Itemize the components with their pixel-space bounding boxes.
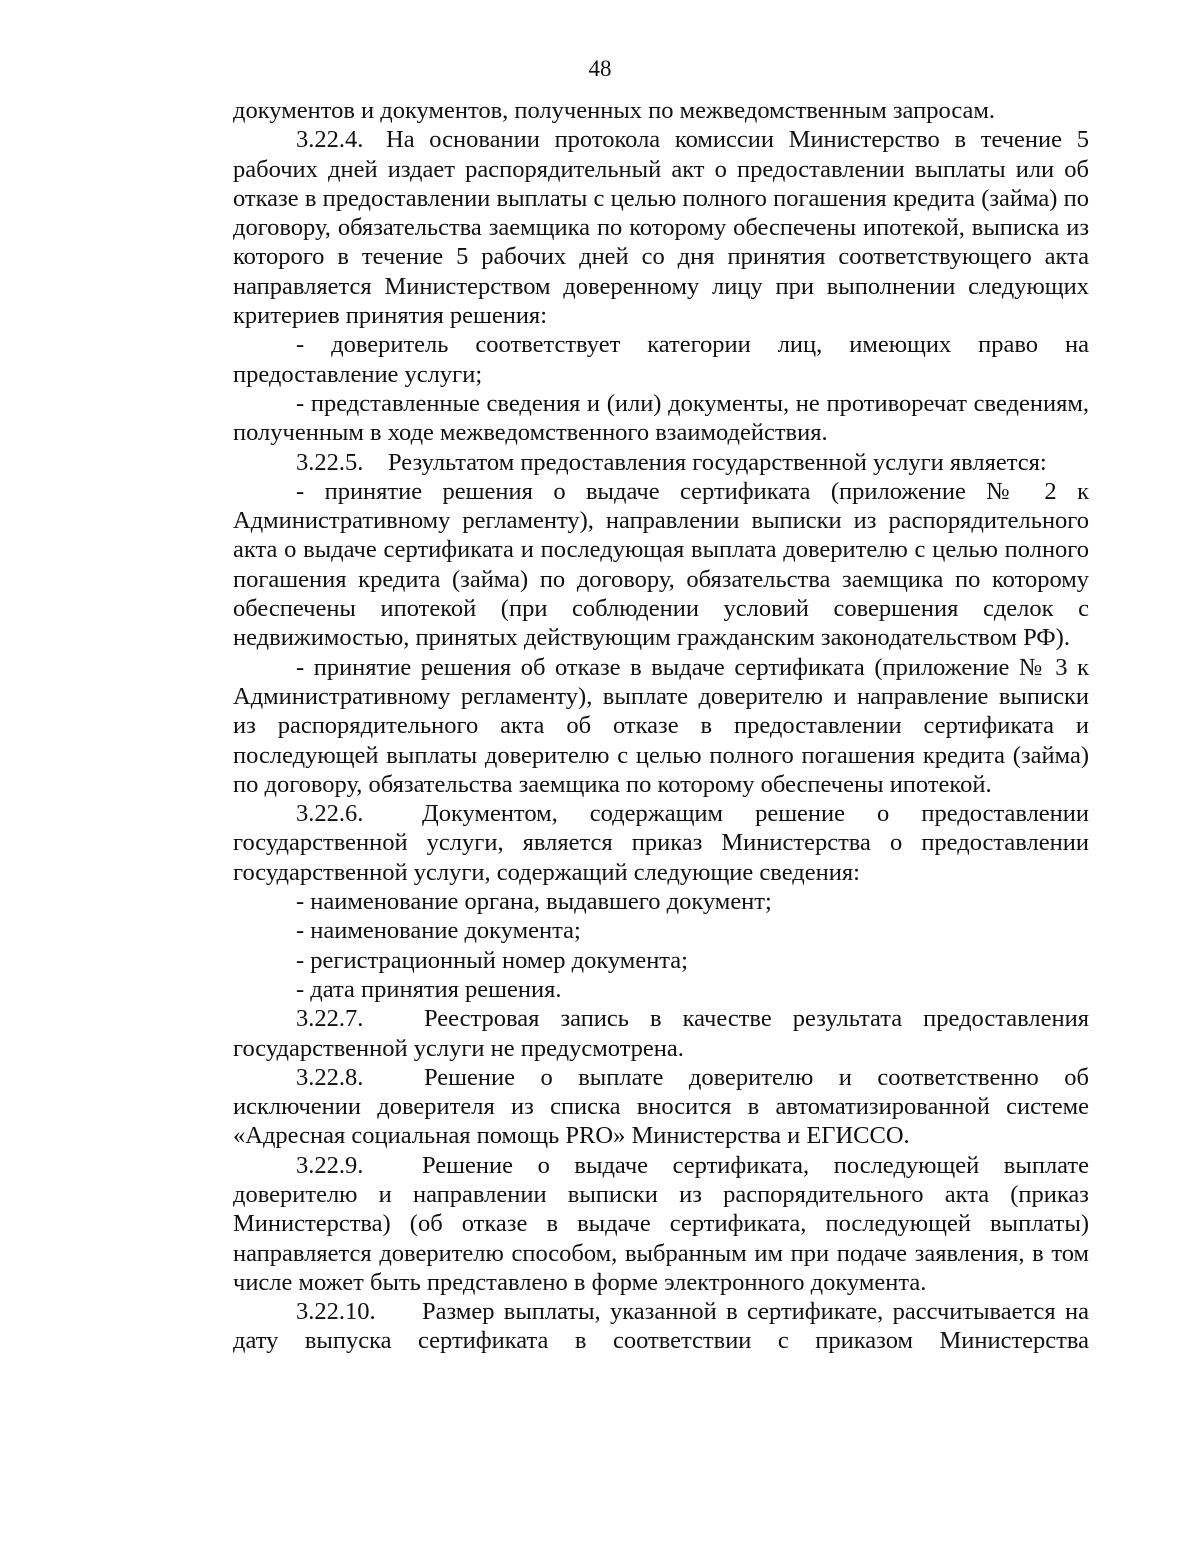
clause-text: На основании протокола комиссии Министерство в течение 5 рабочих дней издает распорядительный акт о предоставлении выплаты или об отказе в предоставлении выплаты с целью полного погашения кредита (займа) по договору, обязательства заемщика по которому обеспечены ипотекой, выписка из которого в течение 5 рабочих дней со дня принятия соответствующего акта направляется Министерством доверенному лицу при выполнении следующих критериев принятия решения:: [233, 126, 1089, 330]
page-number: 48: [588, 56, 612, 81]
list-item: - дата принятия решения.: [296, 975, 562, 1003]
paragraph-3-22-10: [233, 1297, 1089, 1356]
list-item: - принятие решения об отказе в выдаче сертификата (приложение № 3 к Административному регламенту), выплате доверителю и направление выписки из распорядительного акта об отказе в предоставлении сертификата и последующей выплаты доверителю с целью полного погашения кредита (займа) по договору, обязательства заемщика по которому обеспечены ипотекой.: [233, 653, 1089, 798]
clause-number: 3.22.9.: [296, 1151, 364, 1179]
paragraph-3-22-7: [233, 1004, 1089, 1063]
list-item: - доверитель соответствует категории лиц, имеющих право на предоставление услуги;: [233, 331, 1089, 388]
clause-text: Реестровая запись в качестве результата предоставления государственной услуги не предусмотрена.: [233, 1005, 1089, 1062]
clause-text: Документом, содержащим решение о предоставлении государственной услуги, является приказ Министерства о предоставлении государственной услуги, содержащий следующие сведения:: [233, 800, 1089, 886]
clause-text: Размер выплаты, указанной в сертификате, рассчитывается на дату выпуска сертификата в соответствии с приказом Министерства: [233, 1298, 1089, 1355]
clause-text: Решение о выдаче сертификата, последующей выплате доверителю и направлении выписки из распорядительного акта (приказ Министерства) (об отказе в выдаче сертификата, последующей выплаты) направляется доверителю способом, выбранным им при подаче заявления, в том числе может быть представлено в форме электронного документа.: [233, 1151, 1089, 1296]
clause-text: Результатом предоставления государственной услуги является:: [388, 448, 1047, 476]
paragraph-3-22-4: [233, 125, 1089, 330]
clause-number: 3.22.7.: [296, 1005, 364, 1033]
paragraph-3-22-8: [233, 1063, 1089, 1151]
clause-number: 3.22.5.: [296, 448, 364, 476]
list-item: - представленные сведения и (или) документы, не противоречат сведениям, полученным в ходе межведомственного взаимодействия.: [233, 389, 1089, 447]
list-item: - наименование документа;: [296, 917, 581, 945]
paragraph-3-22-5: [233, 448, 1089, 477]
clause-text: Решение о выплате доверителю и соответственно об исключении доверителя из списка вносится в автоматизированной системе «Адресная социальная помощь PRO» Министерства и ЕГИССО.: [233, 1063, 1089, 1150]
list-item: - регистрационный номер документа;: [296, 946, 688, 974]
paragraph-3-22-6: [233, 799, 1089, 887]
paragraph-3-22-9: [233, 1151, 1089, 1297]
clause-number: 3.22.8.: [296, 1063, 364, 1091]
document-body: [233, 96, 1089, 1356]
clause-number: 3.22.10.: [296, 1298, 376, 1326]
paragraph-continuation: документов и документов, полученных по межведомственным запросам.: [233, 97, 996, 124]
clause-number: 3.22.4.: [296, 126, 364, 154]
list-item: - наименование органа, выдавшего документ;: [296, 888, 772, 916]
clause-number: 3.22.6.: [296, 800, 364, 828]
list-item: - принятие решения о выдаче сертификата (приложение № 2 к Административному регламенту), направлении выписки из распорядительного акта о выдаче сертификата и последующая выплата доверителю с целью полного погашения кредита (займа) по договору, обязательства заемщика по которому обеспечены ипотекой (при соблюдении условий совершения сделок с недвижимостью, принятых действующим гражданским законодательством РФ).: [233, 477, 1089, 652]
